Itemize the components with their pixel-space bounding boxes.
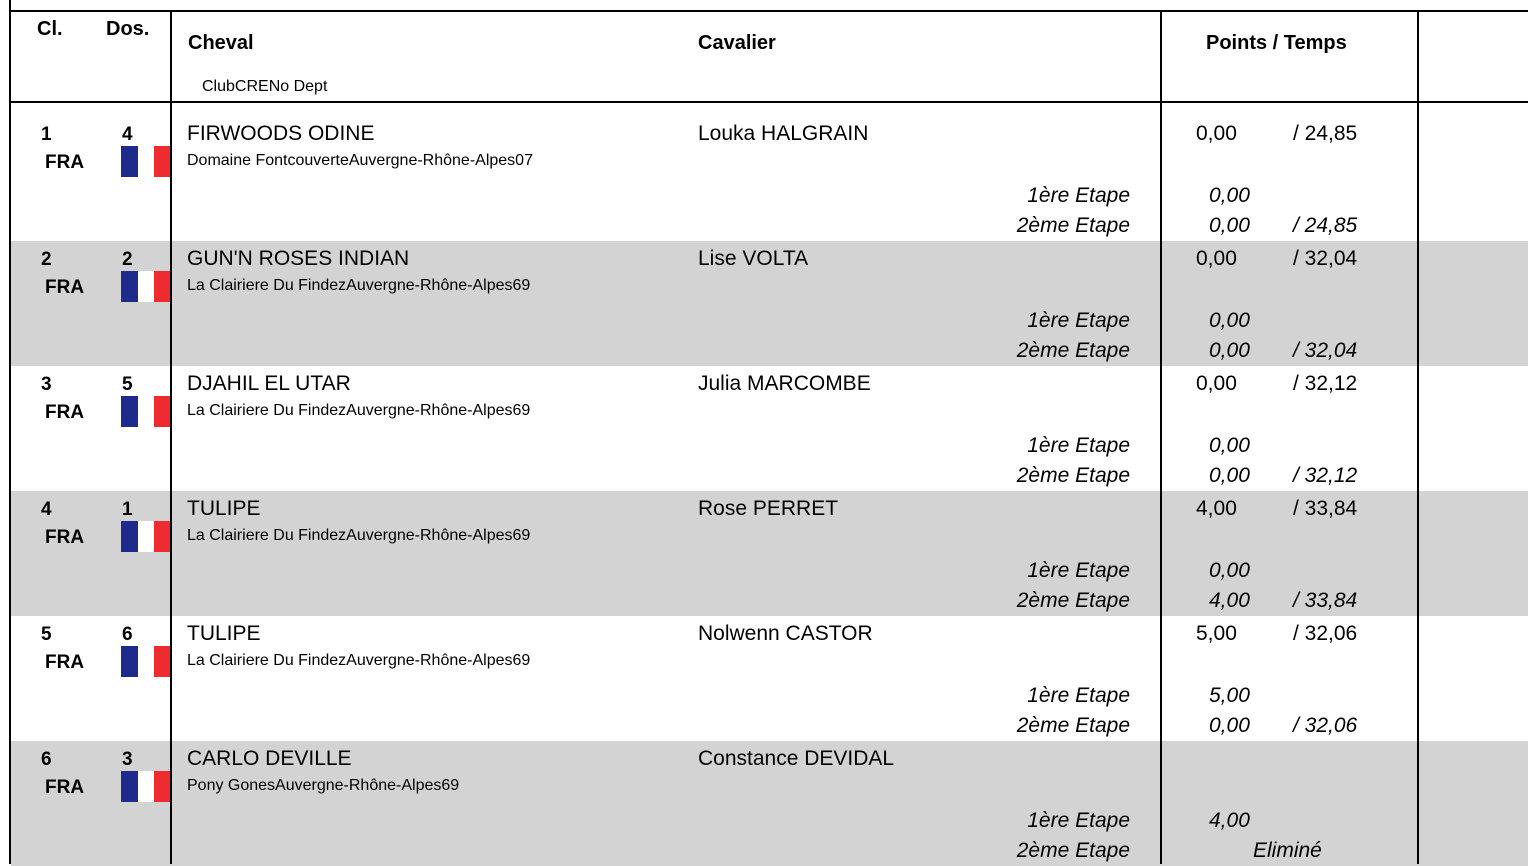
stage2-label: 2ème Etape — [1016, 339, 1130, 362]
france-flag-icon — [121, 271, 171, 302]
france-flag-icon — [121, 646, 171, 677]
horse-name: CARLO DEVILLE — [187, 747, 352, 770]
stage1-points: 0,00 — [1209, 309, 1250, 332]
nation-code: FRA — [45, 402, 85, 423]
rank-cell: 5 — [41, 624, 52, 645]
club-name: La Clairiere Du FindezAuvergne-Rhône-Alpes69 — [187, 277, 531, 294]
france-flag-icon — [121, 396, 171, 427]
nation-code: FRA — [45, 652, 85, 673]
horse-name: FIRWOODS ODINE — [187, 122, 375, 145]
stage2-label: 2ème Etape — [1016, 464, 1130, 487]
column-divider-points — [1160, 12, 1162, 864]
rider-name: Rose PERRET — [698, 497, 839, 520]
rank-cell: 4 — [41, 499, 52, 520]
stage2-time: / 24,85 — [1293, 214, 1358, 237]
stage1-label: 1ère Etape — [1027, 309, 1130, 332]
header-points-temps: Points / Temps — [1206, 32, 1347, 54]
stage1-label: 1ère Etape — [1027, 559, 1130, 582]
rank-cell: 1 — [41, 124, 52, 145]
dossard-cell: 3 — [122, 749, 133, 770]
total-points: 0,00 — [1196, 372, 1237, 395]
dossard-cell: 6 — [122, 624, 133, 645]
stage1-label: 1ère Etape — [1027, 809, 1130, 832]
club-name: Domaine FontcouverteAuvergne-Rhône-Alpes07 — [187, 152, 533, 169]
stage2-label: 2ème Etape — [1016, 714, 1130, 737]
rider-name: Louka HALGRAIN — [698, 122, 869, 145]
nation-code: FRA — [45, 277, 85, 298]
total-points: 0,00 — [1196, 247, 1237, 270]
nation-code: FRA — [45, 152, 85, 173]
stage2-time: / 32,06 — [1293, 714, 1358, 737]
horse-name: TULIPE — [187, 622, 261, 645]
stage2-points: 0,00 — [1209, 464, 1250, 487]
nation-code: FRA — [45, 527, 85, 548]
table-row — [11, 741, 1528, 866]
club-name: Pony GonesAuvergne-Rhône-Alpes69 — [187, 777, 460, 794]
dossard-cell: 4 — [122, 124, 133, 145]
table-row — [11, 366, 1528, 491]
table-row — [11, 491, 1528, 616]
stage2-points: 4,00 — [1209, 589, 1250, 612]
nation-code: FRA — [45, 777, 85, 798]
rider-name: Julia MARCOMBE — [698, 372, 871, 395]
stage1-label: 1ère Etape — [1027, 434, 1130, 457]
table-header — [11, 12, 1528, 101]
rider-name: Nolwenn CASTOR — [698, 622, 873, 645]
header-subtitle: ClubCRENo Dept — [202, 78, 328, 95]
stage2-time: / 32,04 — [1293, 339, 1358, 362]
horse-name: GUN'N ROSES INDIAN — [187, 247, 410, 270]
dossard-cell: 5 — [122, 374, 133, 395]
total-time: / 32,04 — [1293, 247, 1358, 270]
rank-cell: 2 — [41, 249, 52, 270]
dossard-cell: 2 — [122, 249, 133, 270]
table-row — [11, 616, 1528, 741]
table-row — [11, 241, 1528, 366]
header-cavalier: Cavalier — [698, 32, 776, 54]
club-name: La Clairiere Du FindezAuvergne-Rhône-Alpes69 — [187, 527, 531, 544]
stage2-label: 2ème Etape — [1016, 589, 1130, 612]
header-cl: Cl. — [37, 18, 63, 40]
table-row — [11, 116, 1528, 241]
total-points: 0,00 — [1196, 122, 1237, 145]
stage2-points: 0,00 — [1209, 339, 1250, 362]
column-divider-cheval — [170, 12, 172, 864]
dossard-cell: 1 — [122, 499, 133, 520]
stage1-points: 0,00 — [1209, 434, 1250, 457]
rider-name: Constance DEVIDAL — [698, 747, 895, 770]
stage1-points: 0,00 — [1209, 184, 1250, 207]
horse-name: TULIPE — [187, 497, 261, 520]
club-name: La Clairiere Du FindezAuvergne-Rhône-Alpes69 — [187, 652, 531, 669]
total-points: 4,00 — [1196, 497, 1237, 520]
header-dos: Dos. — [106, 18, 150, 40]
france-flag-icon — [121, 146, 171, 177]
stage2-label: 2ème Etape — [1016, 214, 1130, 237]
total-time: / 33,84 — [1293, 497, 1358, 520]
stage1-points: 0,00 — [1209, 559, 1250, 582]
rider-name: Lise VOLTA — [698, 247, 809, 270]
column-divider-extra — [1417, 12, 1419, 864]
horse-name: DJAHIL EL UTAR — [187, 372, 351, 395]
total-time: / 32,12 — [1293, 372, 1358, 395]
total-time: / 24,85 — [1293, 122, 1358, 145]
stage2-points: 0,00 — [1209, 714, 1250, 737]
stage2-time: / 33,84 — [1293, 589, 1358, 612]
rank-cell: 3 — [41, 374, 52, 395]
header-divider — [9, 101, 1528, 103]
stage2-label: 2ème Etape — [1016, 839, 1130, 862]
header-cheval: Cheval — [188, 32, 254, 54]
france-flag-icon — [121, 771, 171, 802]
france-flag-icon — [121, 521, 171, 552]
stage2-status: Eliminé — [1253, 839, 1322, 862]
rank-cell: 6 — [41, 749, 52, 770]
stage1-label: 1ère Etape — [1027, 184, 1130, 207]
stage1-label: 1ère Etape — [1027, 684, 1130, 707]
stage2-points: 0,00 — [1209, 214, 1250, 237]
total-points: 5,00 — [1196, 622, 1237, 645]
stage1-points: 4,00 — [1209, 809, 1250, 832]
stage1-points: 5,00 — [1209, 684, 1250, 707]
stage2-time: / 32,12 — [1293, 464, 1358, 487]
total-time: / 32,06 — [1293, 622, 1358, 645]
club-name: La Clairiere Du FindezAuvergne-Rhône-Alpes69 — [187, 402, 531, 419]
